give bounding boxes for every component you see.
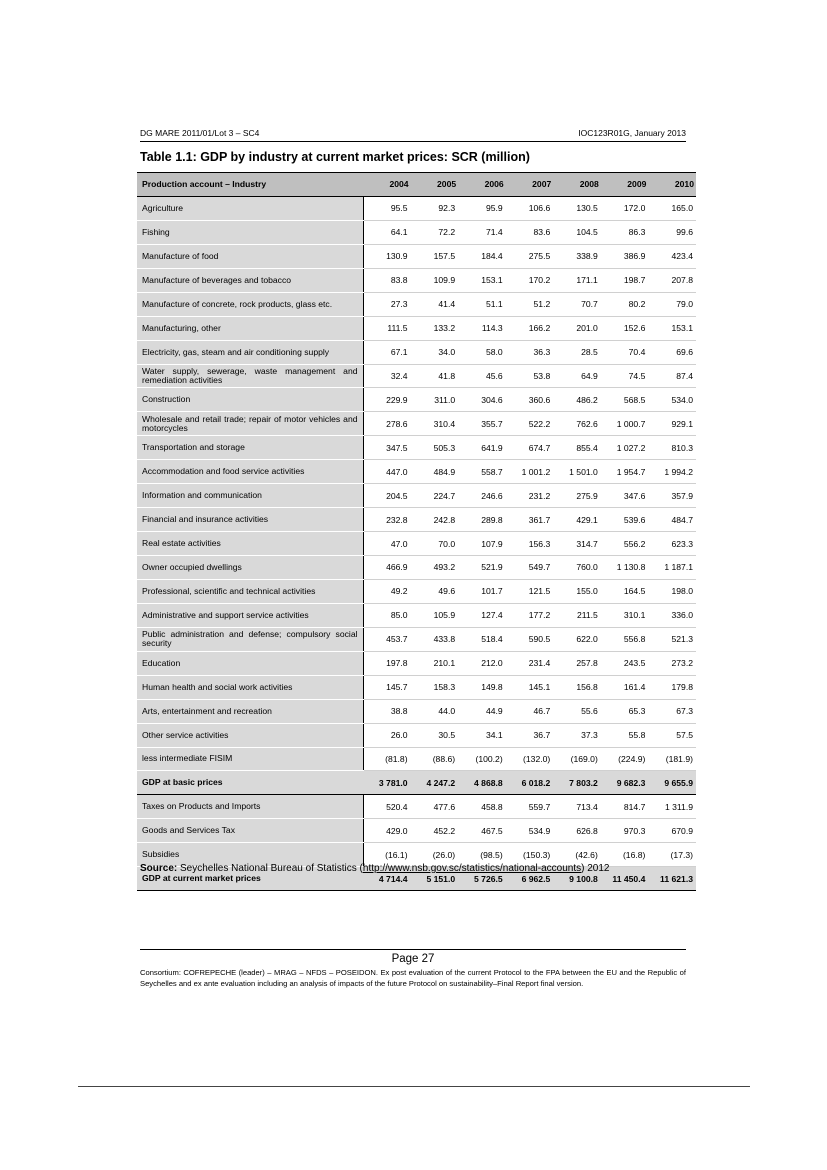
value-cell: 92.3 <box>411 196 459 220</box>
value-cell: (16.1) <box>363 843 411 867</box>
value-cell: 231.4 <box>506 651 554 675</box>
value-cell: 361.7 <box>506 508 554 532</box>
value-cell: 231.2 <box>506 484 554 508</box>
table-row <box>137 484 696 508</box>
value-cell: 466.9 <box>363 556 411 580</box>
value-cell: (81.8) <box>363 747 411 771</box>
column-header-year: 2005 <box>411 173 459 197</box>
value-cell: 80.2 <box>601 292 649 316</box>
header-reference: DG MARE 2011/01/Lot 3 – SC4 <box>140 128 260 138</box>
table-row <box>137 747 696 771</box>
value-cell: 204.5 <box>363 484 411 508</box>
industry-label: Taxes on Products and Imports <box>137 795 363 819</box>
value-cell: 4 247.2 <box>411 771 459 795</box>
industry-label: Accommodation and food service activities <box>137 460 363 484</box>
value-cell: 30.5 <box>411 723 459 747</box>
value-cell: 114.3 <box>458 316 506 340</box>
column-header-year: 2006 <box>458 173 506 197</box>
value-cell: 310.4 <box>411 412 459 436</box>
value-cell: 855.4 <box>553 436 601 460</box>
value-cell: 232.8 <box>363 508 411 532</box>
value-cell: 304.6 <box>458 388 506 412</box>
value-cell: 338.9 <box>553 244 601 268</box>
value-cell: 224.7 <box>411 484 459 508</box>
value-cell: 211.5 <box>553 603 601 627</box>
table-row <box>137 627 696 651</box>
industry-label: Subsidies <box>137 843 363 867</box>
value-cell: 521.9 <box>458 556 506 580</box>
value-cell: 275.9 <box>553 484 601 508</box>
value-cell: (169.0) <box>553 747 601 771</box>
header-row <box>137 173 696 197</box>
value-cell: (16.8) <box>601 843 649 867</box>
table-row <box>137 819 696 843</box>
value-cell: 336.0 <box>648 603 696 627</box>
table-row <box>137 340 696 364</box>
value-cell: 64.1 <box>363 220 411 244</box>
value-cell: 164.5 <box>601 579 649 603</box>
value-cell: 556.2 <box>601 532 649 556</box>
industry-label: Real estate activities <box>137 532 363 556</box>
value-cell: 51.1 <box>458 292 506 316</box>
value-cell: 453.7 <box>363 627 411 651</box>
industry-label: Professional, scientific and technical activities <box>137 579 363 603</box>
value-cell: 539.6 <box>601 508 649 532</box>
value-cell: 36.3 <box>506 340 554 364</box>
value-cell: 67.3 <box>648 699 696 723</box>
value-cell: 7 803.2 <box>553 771 601 795</box>
table-total-row <box>137 771 696 795</box>
value-cell: 559.7 <box>506 795 554 819</box>
value-cell: 70.7 <box>553 292 601 316</box>
value-cell: 36.7 <box>506 723 554 747</box>
column-header-year: 2009 <box>601 173 649 197</box>
value-cell: 45.6 <box>458 364 506 388</box>
page-header <box>140 128 686 142</box>
value-cell: 493.2 <box>411 556 459 580</box>
value-cell: 429.1 <box>553 508 601 532</box>
industry-label: Wholesale and retail trade; repair of motor vehicles and motorcycles <box>137 412 363 436</box>
value-cell: 145.1 <box>506 675 554 699</box>
table-row <box>137 268 696 292</box>
value-cell: 130.9 <box>363 244 411 268</box>
value-cell: 171.1 <box>553 268 601 292</box>
value-cell: 177.2 <box>506 603 554 627</box>
value-cell: 929.1 <box>648 412 696 436</box>
value-cell: 9 655.9 <box>648 771 696 795</box>
table-row <box>137 436 696 460</box>
value-cell: 674.7 <box>506 436 554 460</box>
value-cell: 155.0 <box>553 579 601 603</box>
industry-label: Manufacture of concrete, rock products, glass etc. <box>137 292 363 316</box>
table-row <box>137 556 696 580</box>
value-cell: 133.2 <box>411 316 459 340</box>
footer-disclaimer: Consortium: COFREPECHE (leader) – MRAG – NFDS – POSEIDON. Ex post evaluation of the current Protocol to the FPA between the EU and the Republic of Seychelles and ex ante evaluation including an analysis of impacts of the future Protocol on sustainability–Final Report final version. <box>140 968 686 988</box>
value-cell: (42.6) <box>553 843 601 867</box>
value-cell: 9 100.8 <box>553 867 601 891</box>
value-cell: 49.6 <box>411 579 459 603</box>
value-cell: 44.0 <box>411 699 459 723</box>
value-cell: 210.1 <box>411 651 459 675</box>
value-cell: 207.8 <box>648 268 696 292</box>
value-cell: 568.5 <box>601 388 649 412</box>
industry-label: Manufacturing, other <box>137 316 363 340</box>
value-cell: 590.5 <box>506 627 554 651</box>
value-cell: 360.6 <box>506 388 554 412</box>
value-cell: 72.2 <box>411 220 459 244</box>
value-cell: 1 501.0 <box>553 460 601 484</box>
value-cell: (100.2) <box>458 747 506 771</box>
value-cell: 101.7 <box>458 579 506 603</box>
value-cell: 1 311.9 <box>648 795 696 819</box>
value-cell: 106.6 <box>506 196 554 220</box>
value-cell: 505.3 <box>411 436 459 460</box>
value-cell: 1 000.7 <box>601 412 649 436</box>
value-cell: 289.8 <box>458 508 506 532</box>
value-cell: 641.9 <box>458 436 506 460</box>
value-cell: 158.3 <box>411 675 459 699</box>
value-cell: 1 954.7 <box>601 460 649 484</box>
industry-label: GDP at basic prices <box>137 771 363 795</box>
value-cell: 38.8 <box>363 699 411 723</box>
industry-label: Agriculture <box>137 196 363 220</box>
value-cell: 970.3 <box>601 819 649 843</box>
table-row <box>137 412 696 436</box>
value-cell: 357.9 <box>648 484 696 508</box>
value-cell: 105.9 <box>411 603 459 627</box>
value-cell: 347.5 <box>363 436 411 460</box>
value-cell: 172.0 <box>601 196 649 220</box>
value-cell: 1 130.8 <box>601 556 649 580</box>
industry-label: Administrative and support service activities <box>137 603 363 627</box>
value-cell: 534.0 <box>648 388 696 412</box>
value-cell: 467.5 <box>458 819 506 843</box>
value-cell: 198.0 <box>648 579 696 603</box>
value-cell: 109.9 <box>411 268 459 292</box>
value-cell: 49.2 <box>363 579 411 603</box>
value-cell: 458.8 <box>458 795 506 819</box>
page-bottom-rule <box>78 1086 750 1087</box>
value-cell: 273.2 <box>648 651 696 675</box>
value-cell: 153.1 <box>458 268 506 292</box>
industry-label: Human health and social work activities <box>137 675 363 699</box>
value-cell: 95.9 <box>458 196 506 220</box>
industry-label: Manufacture of food <box>137 244 363 268</box>
source-text: Seychelles National Bureau of Statistics ( <box>177 863 363 874</box>
industry-label: Education <box>137 651 363 675</box>
value-cell: 760.0 <box>553 556 601 580</box>
value-cell: 3 781.0 <box>363 771 411 795</box>
value-cell: 275.5 <box>506 244 554 268</box>
table-row <box>137 579 696 603</box>
value-cell: 156.3 <box>506 532 554 556</box>
value-cell: 179.8 <box>648 675 696 699</box>
table-row <box>137 508 696 532</box>
value-cell: 626.8 <box>553 819 601 843</box>
value-cell: 520.4 <box>363 795 411 819</box>
value-cell: 99.6 <box>648 220 696 244</box>
industry-label: Owner occupied dwellings <box>137 556 363 580</box>
value-cell: 47.0 <box>363 532 411 556</box>
value-cell: 484.7 <box>648 508 696 532</box>
value-cell: 243.5 <box>601 651 649 675</box>
source-note <box>140 863 610 874</box>
value-cell: 556.8 <box>601 627 649 651</box>
value-cell: 6 962.5 <box>506 867 554 891</box>
industry-label: Fishing <box>137 220 363 244</box>
value-cell: 156.8 <box>553 675 601 699</box>
value-cell: 257.8 <box>553 651 601 675</box>
value-cell: 229.9 <box>363 388 411 412</box>
table-row <box>137 532 696 556</box>
column-header-year: 2010 <box>648 173 696 197</box>
value-cell: 486.2 <box>553 388 601 412</box>
value-cell: 670.9 <box>648 819 696 843</box>
table-row <box>137 675 696 699</box>
value-cell: 452.2 <box>411 819 459 843</box>
value-cell: 28.5 <box>553 340 601 364</box>
column-header-year: 2008 <box>553 173 601 197</box>
value-cell: 198.7 <box>601 268 649 292</box>
value-cell: 32.4 <box>363 364 411 388</box>
industry-label: GDP at current market prices <box>137 867 363 891</box>
value-cell: 111.5 <box>363 316 411 340</box>
value-cell: 623.3 <box>648 532 696 556</box>
value-cell: 433.8 <box>411 627 459 651</box>
value-cell: 161.4 <box>601 675 649 699</box>
industry-label: Other service activities <box>137 723 363 747</box>
value-cell: 55.8 <box>601 723 649 747</box>
value-cell: 484.9 <box>411 460 459 484</box>
value-cell: 67.1 <box>363 340 411 364</box>
value-cell: 810.3 <box>648 436 696 460</box>
value-cell: 311.0 <box>411 388 459 412</box>
value-cell: (88.6) <box>411 747 459 771</box>
source-link[interactable]: http://www.nsb.gov.sc/statistics/national-accounts <box>362 863 582 874</box>
value-cell: 145.7 <box>363 675 411 699</box>
value-cell: (150.3) <box>506 843 554 867</box>
value-cell: 477.6 <box>411 795 459 819</box>
value-cell: 165.0 <box>648 196 696 220</box>
table-row <box>137 316 696 340</box>
industry-label: Water supply, sewerage, waste management and remediation activities <box>137 364 363 388</box>
value-cell: 87.4 <box>648 364 696 388</box>
value-cell: 27.3 <box>363 292 411 316</box>
value-cell: 86.3 <box>601 220 649 244</box>
value-cell: 71.4 <box>458 220 506 244</box>
header-report-id: IOC123R01G, January 2013 <box>578 128 686 138</box>
table-row <box>137 292 696 316</box>
value-cell: 347.6 <box>601 484 649 508</box>
value-cell: 70.4 <box>601 340 649 364</box>
value-cell: 95.5 <box>363 196 411 220</box>
footer-rule <box>140 949 686 950</box>
value-cell: 622.0 <box>553 627 601 651</box>
table-row <box>137 196 696 220</box>
table-row <box>137 699 696 723</box>
value-cell: (98.5) <box>458 843 506 867</box>
table-row <box>137 388 696 412</box>
value-cell: 814.7 <box>601 795 649 819</box>
value-cell: 152.6 <box>601 316 649 340</box>
value-cell: 44.9 <box>458 699 506 723</box>
value-cell: 558.7 <box>458 460 506 484</box>
value-cell: 55.6 <box>553 699 601 723</box>
value-cell: 6 018.2 <box>506 771 554 795</box>
header-rule <box>140 141 686 142</box>
value-cell: 518.4 <box>458 627 506 651</box>
value-cell: 5 726.5 <box>458 867 506 891</box>
value-cell: 127.4 <box>458 603 506 627</box>
table-row <box>137 723 696 747</box>
page-number: Page 27 <box>391 953 435 965</box>
value-cell: 197.8 <box>363 651 411 675</box>
value-cell: 26.0 <box>363 723 411 747</box>
value-cell: 46.7 <box>506 699 554 723</box>
value-cell: 355.7 <box>458 412 506 436</box>
value-cell: 278.6 <box>363 412 411 436</box>
value-cell: 201.0 <box>553 316 601 340</box>
industry-label: Electricity, gas, steam and air conditioning supply <box>137 340 363 364</box>
value-cell: 79.0 <box>648 292 696 316</box>
value-cell: 1 027.2 <box>601 436 649 460</box>
value-cell: 521.3 <box>648 627 696 651</box>
column-header-year: 2007 <box>506 173 554 197</box>
value-cell: 11 621.3 <box>648 867 696 891</box>
value-cell: 69.6 <box>648 340 696 364</box>
industry-label: Information and communication <box>137 484 363 508</box>
value-cell: 170.2 <box>506 268 554 292</box>
table-row <box>137 364 696 388</box>
value-cell: 83.6 <box>506 220 554 244</box>
value-cell: 149.8 <box>458 675 506 699</box>
value-cell: 4 714.4 <box>363 867 411 891</box>
industry-label: Public administration and defense; compulsory social security <box>137 627 363 651</box>
table-row <box>137 651 696 675</box>
value-cell: 713.4 <box>553 795 601 819</box>
value-cell: (26.0) <box>411 843 459 867</box>
table-header <box>137 173 696 197</box>
value-cell: 64.9 <box>553 364 601 388</box>
value-cell: (224.9) <box>601 747 649 771</box>
value-cell: 85.0 <box>363 603 411 627</box>
industry-label: Financial and insurance activities <box>137 508 363 532</box>
value-cell: 1 187.1 <box>648 556 696 580</box>
value-cell: 386.9 <box>601 244 649 268</box>
industry-label: Construction <box>137 388 363 412</box>
value-cell: (17.3) <box>648 843 696 867</box>
value-cell: 1 994.2 <box>648 460 696 484</box>
table-title: Table 1.1: GDP by industry at current market prices: SCR (million) <box>140 150 530 164</box>
value-cell: 534.9 <box>506 819 554 843</box>
value-cell: 74.5 <box>601 364 649 388</box>
value-cell: 130.5 <box>553 196 601 220</box>
gdp-table <box>137 172 696 891</box>
table-row <box>137 795 696 819</box>
value-cell: 51.2 <box>506 292 554 316</box>
value-cell: 429.0 <box>363 819 411 843</box>
value-cell: 242.8 <box>411 508 459 532</box>
value-cell: 447.0 <box>363 460 411 484</box>
table-row <box>137 603 696 627</box>
value-cell: 37.3 <box>553 723 601 747</box>
value-cell: 34.1 <box>458 723 506 747</box>
industry-label: Goods and Services Tax <box>137 819 363 843</box>
table-body <box>137 196 696 890</box>
value-cell: 107.9 <box>458 532 506 556</box>
value-cell: 121.5 <box>506 579 554 603</box>
value-cell: 11 450.4 <box>601 867 649 891</box>
value-cell: 9 682.3 <box>601 771 649 795</box>
value-cell: 57.5 <box>648 723 696 747</box>
industry-label: Manufacture of beverages and tobacco <box>137 268 363 292</box>
value-cell: 5 151.0 <box>411 867 459 891</box>
industry-label: Transportation and storage <box>137 436 363 460</box>
value-cell: 104.5 <box>553 220 601 244</box>
value-cell: 41.4 <box>411 292 459 316</box>
value-cell: 70.0 <box>411 532 459 556</box>
value-cell: 157.5 <box>411 244 459 268</box>
table-row <box>137 220 696 244</box>
value-cell: 83.8 <box>363 268 411 292</box>
value-cell: 34.0 <box>411 340 459 364</box>
value-cell: 549.7 <box>506 556 554 580</box>
value-cell: 166.2 <box>506 316 554 340</box>
value-cell: 41.8 <box>411 364 459 388</box>
value-cell: 4 868.8 <box>458 771 506 795</box>
table-row <box>137 244 696 268</box>
source-label: Source: <box>140 863 178 874</box>
value-cell: 522.2 <box>506 412 554 436</box>
value-cell: 65.3 <box>601 699 649 723</box>
table-row <box>137 460 696 484</box>
value-cell: 184.4 <box>458 244 506 268</box>
industry-label: Arts, entertainment and recreation <box>137 699 363 723</box>
value-cell: 1 001.2 <box>506 460 554 484</box>
industry-label: less intermediate FISIM <box>137 747 363 771</box>
column-header-industry: Production account – Industry <box>137 173 363 197</box>
value-cell: 153.1 <box>648 316 696 340</box>
source-year: ) 2012 <box>581 863 610 874</box>
value-cell: 58.0 <box>458 340 506 364</box>
value-cell: 246.6 <box>458 484 506 508</box>
value-cell: 423.4 <box>648 244 696 268</box>
value-cell: (132.0) <box>506 747 554 771</box>
column-header-year: 2004 <box>363 173 411 197</box>
value-cell: 53.8 <box>506 364 554 388</box>
value-cell: 310.1 <box>601 603 649 627</box>
value-cell: (181.9) <box>648 747 696 771</box>
value-cell: 762.6 <box>553 412 601 436</box>
value-cell: 212.0 <box>458 651 506 675</box>
value-cell: 314.7 <box>553 532 601 556</box>
